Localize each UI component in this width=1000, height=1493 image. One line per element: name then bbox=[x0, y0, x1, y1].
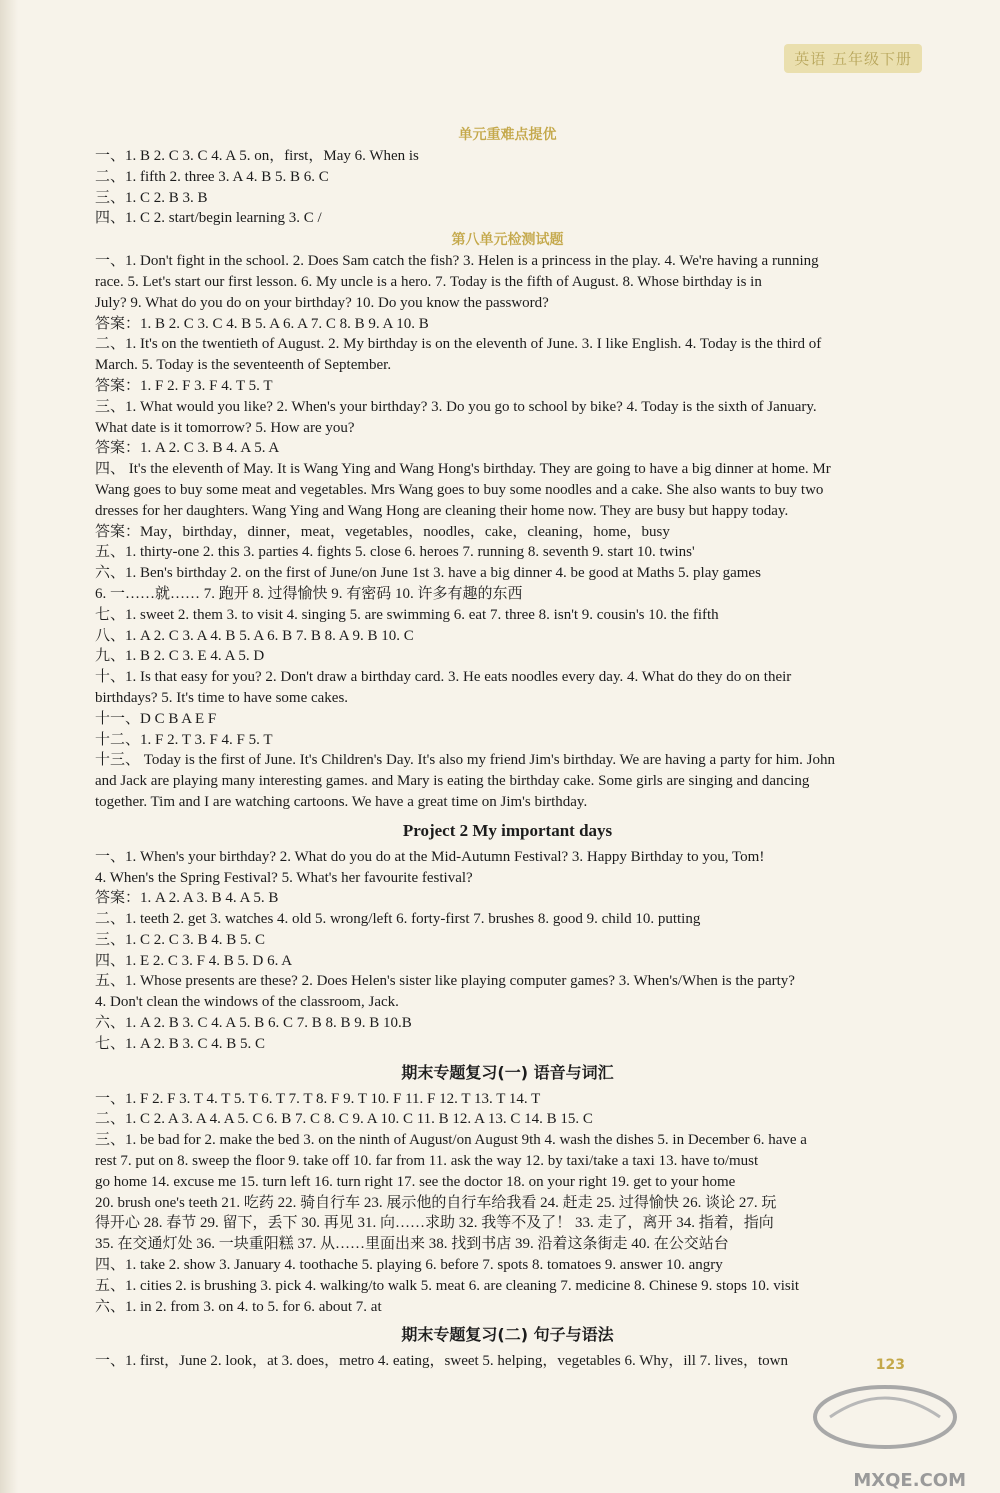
answer-line: go home 14. excuse me 15. turn left 16. turn right 17. see the doctor 18. on your right 19. get to your home bbox=[95, 1173, 736, 1190]
answer-line: 一、1. Don't fight in the school. 2. Does Sam catch the fish? 3. Helen is a princess in the play. 4. We're having a running bbox=[95, 253, 819, 270]
answer-line: 九、1. B 2. C 3. E 4. A 5. D bbox=[95, 648, 265, 665]
answer-line: 六、1. Ben's birthday 2. on the first of June/on June 1st 3. have a big dinner 4. be good at Maths 5. play games bbox=[95, 565, 761, 582]
section-subtitle: 单元重难点提优 bbox=[458, 127, 557, 143]
answer-line: 答案：1. A 2. C 3. B 4. A 5. A bbox=[95, 440, 280, 457]
answer-line: 4. Don't clean the windows of the classroom, Jack. bbox=[95, 994, 399, 1011]
answer-line: 六、1. in 2. from 3. on 4. to 5. for 6. about 7. at bbox=[95, 1298, 382, 1315]
section-title: Project 2 My important days bbox=[402, 820, 613, 840]
answer-line: 八、1. A 2. C 3. A 4. B 5. A 6. B 7. B 8. A 9. B 10. C bbox=[95, 627, 414, 644]
answer-line: 一、1. B 2. C 3. C 4. A 5. on，first，May 6. When is bbox=[95, 148, 419, 164]
answer-line: 七、1. A 2. B 3. C 4. B 5. C bbox=[95, 1035, 266, 1052]
answer-line: 三、1. What would you like? 2. When's your birthday? 3. Do you go to school by bike? 4. Today is the sixth of January. bbox=[95, 398, 817, 415]
answer-line: 一、1. When's your birthday? 2. What do you do at the Mid-Autumn Festival? 3. Happy Birthday to you, Tom! bbox=[95, 848, 765, 865]
answer-line: 二、1. fifth 2. three 3. A 4. B 5. B 6. C bbox=[95, 168, 329, 185]
answer-line: 四、1. C 2. start/begin learning 3. C / bbox=[95, 210, 322, 227]
answer-line: together. Tim and I are watching cartoons. We have a great time on Jim's birthday. bbox=[95, 793, 588, 810]
watermark-text: MXQE.COM bbox=[853, 1470, 966, 1491]
answer-line: March. 5. Today is the seventeenth of September. bbox=[95, 357, 392, 374]
answer-line: 七、1. sweet 2. them 3. to visit 4. singing 5. are swimming 6. eat 7. three 8. isn't 9. cousin's 10. the fifth bbox=[95, 606, 719, 623]
answer-line: race. 5. Let's start our first lesson. 6. My uncle is a hero. 7. Today is the fifth of August. 8. Whose birthday is in bbox=[95, 273, 762, 290]
answer-line: 答案：May，birthday，dinner，meat，vegetables，noodles，cake，cleaning，home，busy bbox=[95, 523, 670, 540]
page-number: 123 bbox=[875, 1357, 905, 1373]
answer-line: 35. 在交通灯处 36. 一块重阳糕 37. 从……里面出来 38. 找到书店 39. 沿着这条街走 40. 在公交站台 bbox=[95, 1236, 729, 1253]
answer-line: dresses for her daughters. Wang Ying and Wang Hong are cleaning their home now. They are busy but happy today. bbox=[95, 502, 789, 519]
answer-line: 三、1. C 2. B 3. B bbox=[95, 189, 208, 206]
answer-line: 答案：1. F 2. F 3. F 4. T 5. T bbox=[95, 377, 273, 394]
answer-line: Wang goes to buy some meat and vegetables. Mrs Wang goes to buy some noodles and a cake. She also wants to buy two bbox=[95, 481, 824, 498]
answer-line: 三、1. be bad for 2. make the bed 3. on the ninth of August/on August 9th 4. wash the dishes 5. in December 6. have a bbox=[95, 1132, 807, 1149]
answer-line: 四、1. E 2. C 3. F 4. B 5. D 6. A bbox=[95, 952, 293, 969]
answer-line: 二、1. teeth 2. get 3. watches 4. old 5. wrong/left 6. forty-first 7. brushes 8. good 9. child 10. putting bbox=[95, 911, 701, 928]
page-edge-shadow bbox=[0, 0, 18, 1493]
answer-line: 一、1. first，June 2. look，at 3. does，metro 4. eating，sweet 5. helping，vegetables 6. Why，ill 7. lives，town bbox=[95, 1353, 788, 1370]
answer-line: 二、1. It's on the twentieth of August. 2. My birthday is on the eleventh of June. 3. I like English. 4. Today is the third of bbox=[95, 336, 822, 353]
answer-content bbox=[95, 124, 920, 1372]
section-subtitle: 第八单元检测试题 bbox=[451, 232, 564, 249]
answer-line: What date is it tomorrow? 5. How are you? bbox=[95, 419, 355, 436]
answer-line: 二、1. C 2. A 3. A 4. A 5. C 6. B 7. C 8. C 9. A 10. C 11. B 12. A 13. C 14. B 15. C bbox=[95, 1111, 593, 1128]
watermark-logo-icon bbox=[800, 1369, 970, 1479]
subject-badge: 英语 五年级下册 bbox=[784, 44, 922, 73]
answer-line: 四、 It's the eleventh of May. It is Wang Ying and Wang Hong's birthday. They are going to have a big dinner at home. Mr bbox=[95, 461, 831, 478]
section-title: 期末专题复习(二) 句子与语法 bbox=[401, 1325, 614, 1345]
answer-line: 得开心 28. 春节 29. 留下，丢下 30. 再见 31. 向……求助 32. 我等不及了！ 33. 走了，离开 34. 指着，指向 bbox=[95, 1215, 774, 1232]
answer-line: 十三、 Today is the first of June. It's Children's Day. It's also my friend Jim's birthday. We are having a party for him. John bbox=[95, 752, 835, 769]
answer-line: July? 9. What do you do on your birthday? 10. Do you know the password? bbox=[95, 294, 549, 311]
answer-line: 三、1. C 2. C 3. B 4. B 5. C bbox=[95, 931, 266, 948]
answer-line: 五、1. thirty-one 2. this 3. parties 4. fights 5. close 6. heroes 7. running 8. seventh 9. start 10. twins' bbox=[95, 544, 695, 561]
answer-line: 四、1. take 2. show 3. January 4. toothache 5. playing 6. before 7. spots 8. tomatoes 9. answer 10. angry bbox=[95, 1257, 723, 1274]
answer-line: 六、1. A 2. B 3. C 4. A 5. B 6. C 7. B 8. B 9. B 10.B bbox=[95, 1015, 412, 1032]
answer-line: rest 7. put on 8. sweep the floor 9. take off 10. far from 11. ask the way 12. by taxi/take a taxi 13. have to/must bbox=[95, 1153, 759, 1170]
answer-line: 20. brush one's teeth 21. 吃药 22. 骑自行车 23. 展示他的自行车给我看 24. 赶走 25. 过得愉快 26. 谈论 27. 玩 bbox=[95, 1194, 777, 1211]
answer-line: 十、1. Is that easy for you? 2. Don't draw a birthday card. 3. He eats noodles every day. 4. What do they do on their bbox=[95, 669, 792, 686]
answer-line: and Jack are playing many interesting games. and Mary is eating the birthday cake. Some girls are singing and dancing bbox=[95, 773, 810, 790]
section-title: 期末专题复习(一) 语音与词汇 bbox=[401, 1062, 614, 1082]
answer-line: 答案：1. A 2. A 3. B 4. A 5. B bbox=[95, 890, 279, 907]
answer-line: 答案：1. B 2. C 3. C 4. B 5. A 6. A 7. C 8. B 9. A 10. B bbox=[95, 315, 429, 332]
answer-line: birthdays? 5. It's time to have some cakes. bbox=[95, 689, 349, 706]
answer-line: 五、1. cities 2. is brushing 3. pick 4. walking/to walk 5. meat 6. are cleaning 7. medicine 8. Chinese 9. stops 10. visit bbox=[95, 1277, 800, 1294]
answer-line: 一、1. F 2. F 3. T 4. T 5. T 6. T 7. T 8. F 9. T 10. F 11. F 12. T 13. T 14. T bbox=[95, 1090, 541, 1107]
answer-line: 4. When's the Spring Festival? 5. What's her favourite festival? bbox=[95, 869, 473, 886]
answer-line: 十二、1. F 2. T 3. F 4. F 5. T bbox=[95, 731, 273, 748]
answer-line: 6. 一……就…… 7. 跑开 8. 过得愉快 9. 有密码 10. 许多有趣的东西 bbox=[95, 585, 523, 602]
answer-line: 十一、D C B A E F bbox=[95, 710, 217, 727]
answer-line: 五、1. Whose presents are these? 2. Does Helen's sister like playing computer games? 3. When's/When is the party? bbox=[95, 973, 795, 990]
